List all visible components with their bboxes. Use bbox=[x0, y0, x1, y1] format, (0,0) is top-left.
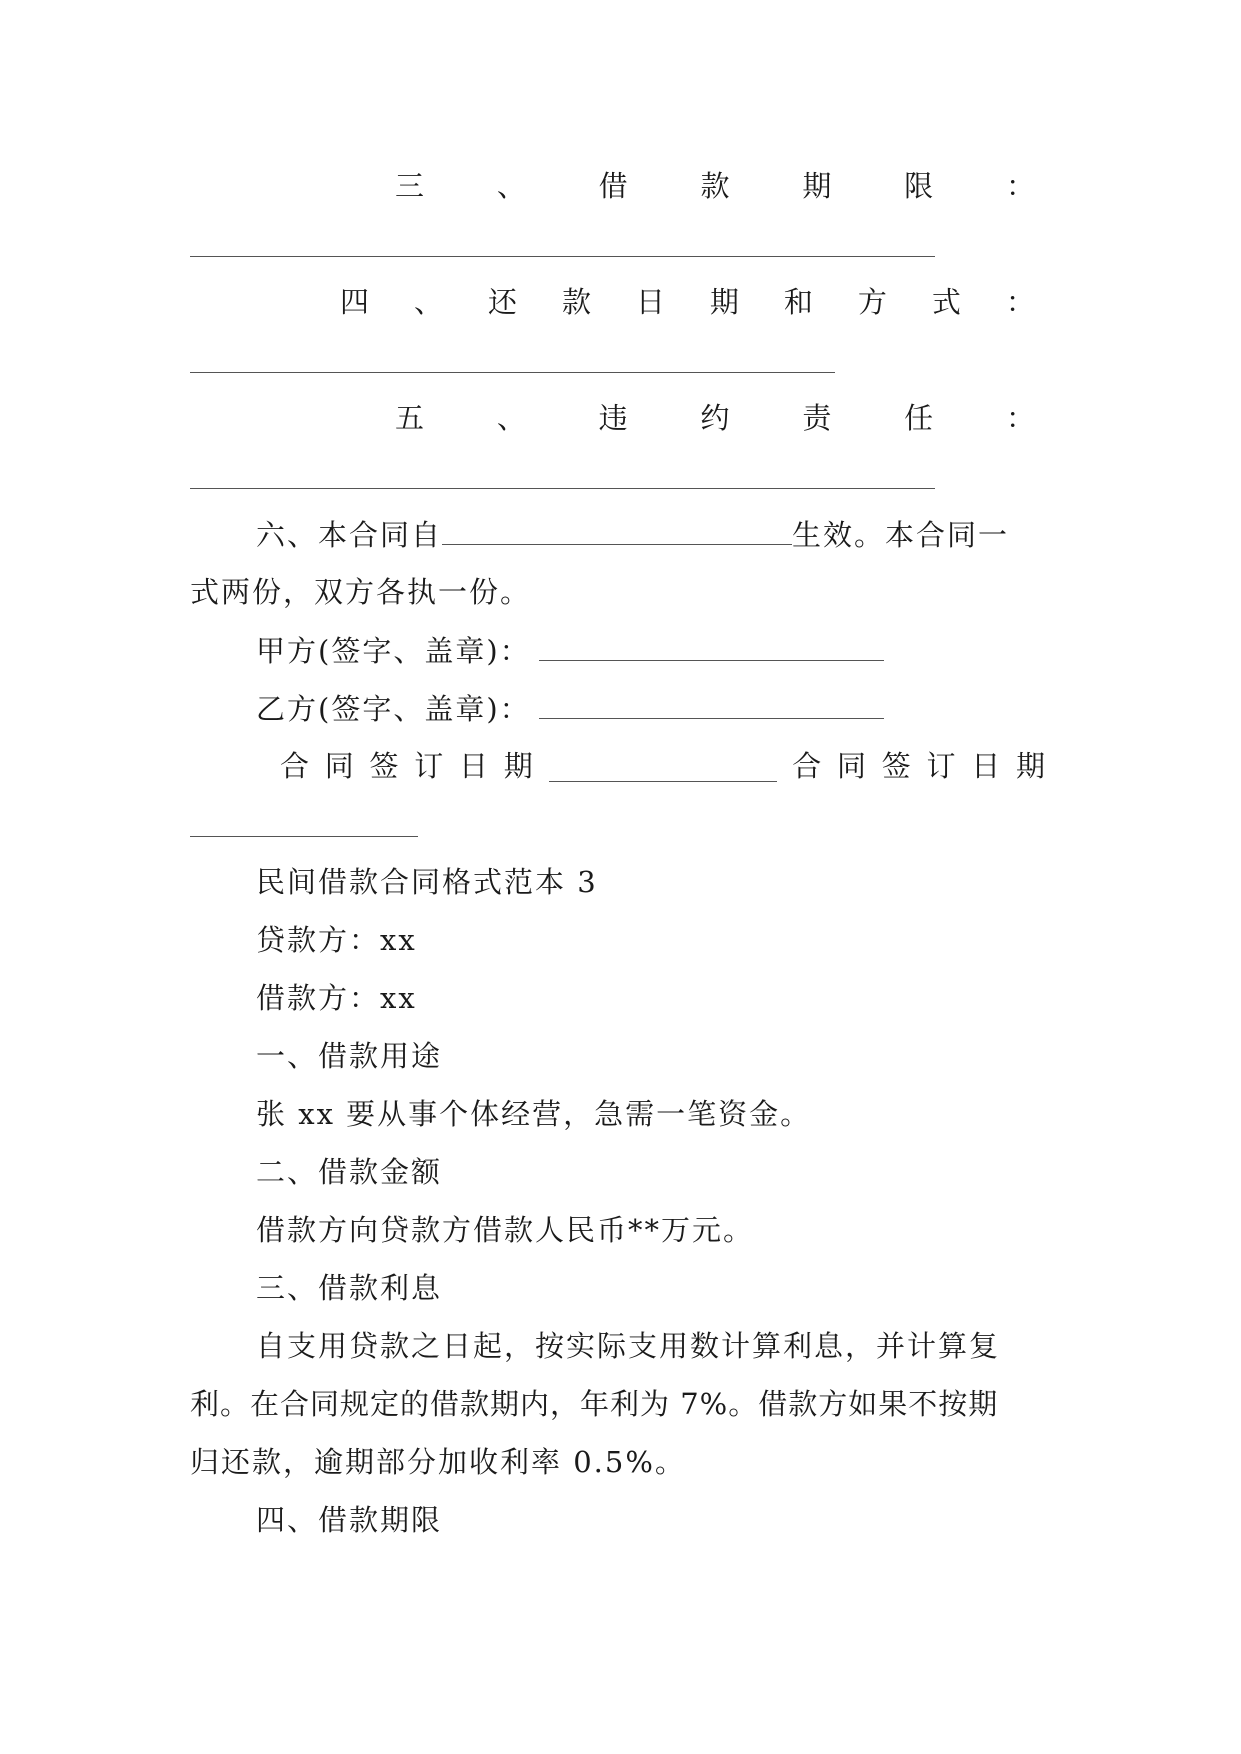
heading-repayment-char: ： bbox=[1005, 285, 1035, 319]
heading-breach-char: 任 bbox=[904, 401, 934, 435]
party-b-signature bbox=[256, 688, 1116, 729]
heading-repayment-char: 还 bbox=[487, 285, 517, 319]
heading-repayment-char: 四 bbox=[340, 285, 370, 319]
section-purpose-body: 张 xx 要从事个体经营，急需一笔资金。 bbox=[256, 1097, 812, 1131]
breach-blank-line bbox=[190, 488, 935, 489]
lender-line: 贷款方：xx bbox=[256, 923, 417, 957]
signing-date-char: 期 bbox=[503, 749, 533, 783]
heading-loan-term-char: 三 bbox=[395, 169, 425, 203]
signing-date-char: 同 bbox=[836, 749, 866, 783]
borrower-line: 借款方：xx bbox=[256, 981, 417, 1015]
heading-loan-term-char: 借 bbox=[598, 169, 628, 203]
signing-date-char: 期 bbox=[1015, 749, 1045, 783]
signing-date-char: 签 bbox=[881, 749, 911, 783]
signing-date-blank-line bbox=[190, 836, 418, 837]
party-a-blank bbox=[539, 630, 884, 661]
signing-date-row bbox=[280, 746, 1045, 786]
loan-term-blank-line bbox=[190, 256, 935, 257]
heading-breach-char: 五 bbox=[395, 401, 425, 435]
heading-breach-char: 责 bbox=[802, 401, 832, 435]
heading-loan-term-char: 限 bbox=[904, 169, 934, 203]
heading-repayment-char: 、 bbox=[413, 285, 443, 319]
section-interest-body-1: 自支用贷款之日起，按实际支用数计算利息，并计算复 bbox=[256, 1329, 1001, 1363]
section-interest-title: 三、借款利息 bbox=[256, 1271, 443, 1305]
heading-repayment-char: 日 bbox=[635, 285, 665, 319]
heading-repayment-char: 式 bbox=[931, 285, 961, 319]
heading-repayment-char: 方 bbox=[857, 285, 887, 319]
heading-loan-term-char: ： bbox=[1005, 169, 1035, 203]
party-b-label: 乙方(签字、盖章)： bbox=[256, 692, 531, 726]
signing-date-char: 订 bbox=[926, 749, 956, 783]
section-purpose-title: 一、借款用途 bbox=[256, 1039, 443, 1073]
section-interest-body-2: 利。在合同规定的借款期内，年利为 7%。借款方如果不按期 bbox=[190, 1387, 999, 1421]
signing-date-char: 订 bbox=[414, 749, 444, 783]
signing-date-char: 合 bbox=[792, 749, 822, 783]
section-amount-title: 二、借款金额 bbox=[256, 1155, 443, 1189]
section-interest-body-3: 归还款，逾期部分加收利率 0.5%。 bbox=[190, 1445, 686, 1479]
heading-breach-char: 违 bbox=[598, 401, 628, 435]
signing-date-char: 合 bbox=[280, 749, 310, 783]
heading-breach bbox=[395, 398, 1035, 438]
section-amount-body: 借款方向贷款方借款人民币**万元。 bbox=[256, 1213, 755, 1247]
heading-loan-term bbox=[395, 166, 1035, 206]
party-a-label: 甲方(签字、盖章)： bbox=[256, 634, 531, 668]
heading-repayment bbox=[340, 282, 1035, 322]
heading-repayment-char: 期 bbox=[709, 285, 739, 319]
heading-repayment-char: 款 bbox=[561, 285, 591, 319]
heading-breach-char: 约 bbox=[700, 401, 730, 435]
clause-effective-suffix: 生效。本合同一 bbox=[792, 518, 1010, 552]
clause-effective-prefix: 六、本合同自 bbox=[256, 518, 443, 552]
party-a-signature bbox=[256, 630, 1116, 671]
heading-breach-char: ： bbox=[1005, 401, 1035, 435]
party-b-blank bbox=[539, 688, 884, 719]
heading-breach-char: 、 bbox=[496, 401, 526, 435]
signing-date-char: 日 bbox=[459, 749, 489, 783]
heading-loan-term-char: 、 bbox=[496, 169, 526, 203]
clause-effective bbox=[256, 514, 1050, 555]
heading-loan-term-char: 款 bbox=[700, 169, 730, 203]
heading-repayment-char: 和 bbox=[783, 285, 813, 319]
section-term-title: 四、借款期限 bbox=[256, 1503, 443, 1537]
template-title: 民间借款合同格式范本 3 bbox=[256, 865, 598, 899]
repayment-blank-line bbox=[190, 372, 835, 373]
clause-copies: 式两份，双方各执一份。 bbox=[190, 575, 532, 609]
signing-date-blank bbox=[549, 751, 777, 782]
signing-date-char: 日 bbox=[971, 749, 1001, 783]
signing-date-char: 同 bbox=[324, 749, 354, 783]
heading-loan-term-char: 期 bbox=[802, 169, 832, 203]
effective-date-blank bbox=[442, 514, 792, 545]
signing-date-char: 签 bbox=[369, 749, 399, 783]
